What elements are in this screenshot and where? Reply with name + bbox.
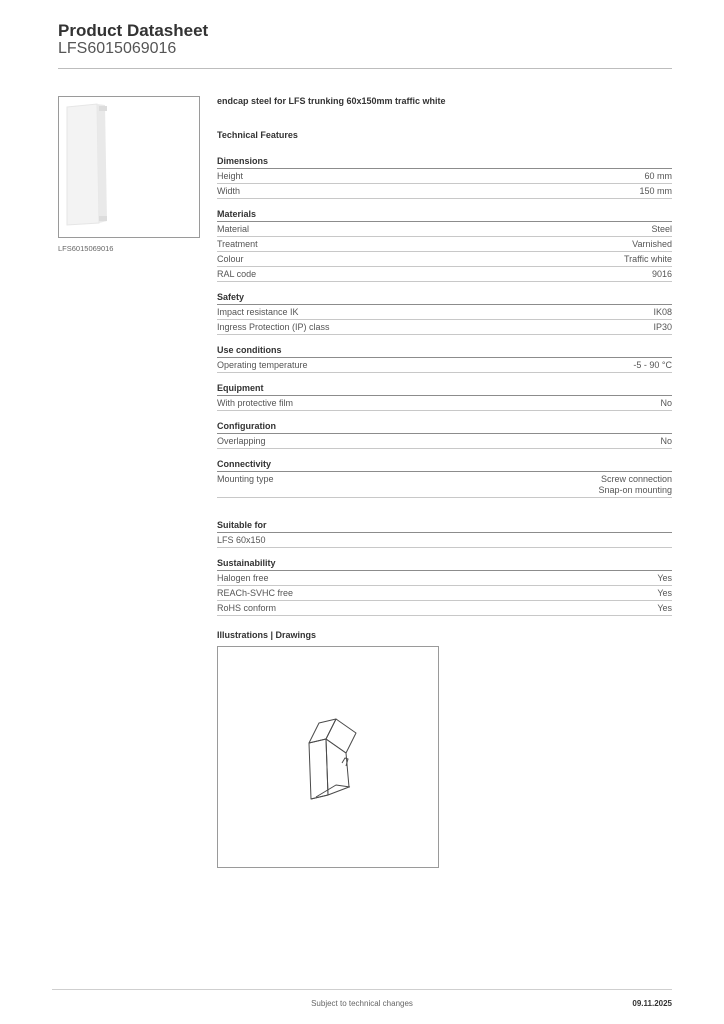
spec-row xyxy=(217,571,672,586)
product-image-caption: LFS6015069016 xyxy=(58,244,114,253)
drawing-frame xyxy=(217,646,439,868)
spec-value-line: 9016 xyxy=(651,269,672,279)
spec-row xyxy=(217,252,672,267)
technical-features-heading: Technical Features xyxy=(217,130,298,140)
section-heading: Equipment xyxy=(217,383,672,396)
spec-value xyxy=(632,239,672,250)
spec-label: Overlapping xyxy=(217,436,266,446)
spec-value xyxy=(660,436,672,447)
spec-label: Treatment xyxy=(217,239,258,249)
spec-value xyxy=(651,224,672,235)
spec-value xyxy=(657,573,672,584)
spec-row xyxy=(217,533,672,548)
spec-value-line: Varnished xyxy=(632,239,672,249)
spec-row xyxy=(217,169,672,184)
section-heading: Use conditions xyxy=(217,345,672,358)
spec-label: Mounting type xyxy=(217,474,274,484)
spec-value xyxy=(644,171,672,182)
spec-row xyxy=(217,305,672,320)
product-name: endcap steel for LFS trunking 60x150mm traffic white xyxy=(217,96,446,106)
spec-value-line: Yes xyxy=(657,603,672,613)
section-spacer xyxy=(217,508,672,520)
spec-label: Impact resistance IK xyxy=(217,307,299,317)
spec-row xyxy=(217,320,672,335)
spec-section xyxy=(217,383,672,411)
spec-label: Ingress Protection (IP) class xyxy=(217,322,330,332)
spec-value-line: 60 mm xyxy=(644,171,672,181)
spec-value xyxy=(633,360,672,371)
spec-row xyxy=(217,472,672,498)
spec-value xyxy=(598,474,672,496)
spec-label: Width xyxy=(217,186,241,196)
spec-label: Height xyxy=(217,171,244,181)
spec-section xyxy=(217,209,672,282)
spec-section xyxy=(217,558,672,616)
spec-label: Halogen free xyxy=(217,573,269,583)
spec-value xyxy=(653,322,672,333)
spec-value-line: Snap-on mounting xyxy=(598,485,672,495)
spec-row xyxy=(217,396,672,411)
header-divider xyxy=(58,68,672,69)
endcap-drawing-icon xyxy=(218,647,438,867)
spec-label: RoHS conform xyxy=(217,603,277,613)
spec-row xyxy=(217,586,672,601)
spec-section xyxy=(217,520,672,548)
spec-section xyxy=(217,421,672,449)
spec-value-line: Screw connection xyxy=(600,474,672,484)
section-heading: Dimensions xyxy=(217,156,672,169)
spec-value xyxy=(639,186,672,197)
spec-value xyxy=(657,588,672,599)
section-heading: Suitable for xyxy=(217,520,672,533)
endcap-photo-icon xyxy=(59,97,199,237)
spec-section xyxy=(217,345,672,373)
spec-label: With protective film xyxy=(217,398,294,408)
spec-sections xyxy=(217,156,672,616)
spec-value xyxy=(652,269,672,280)
spec-value-line: No xyxy=(660,398,672,408)
main-content xyxy=(217,96,672,868)
spec-row xyxy=(217,601,672,616)
spec-row xyxy=(217,184,672,199)
spec-row xyxy=(217,434,672,449)
spec-value xyxy=(657,603,672,614)
spec-value-line: -5 - 90 °C xyxy=(633,360,672,370)
spec-section xyxy=(217,459,672,498)
product-image xyxy=(58,96,200,238)
spec-section xyxy=(217,292,672,335)
spec-label: RAL code xyxy=(217,269,257,279)
illustrations-heading: Illustrations | Drawings xyxy=(217,630,317,640)
section-heading: Materials xyxy=(217,209,672,222)
spec-section xyxy=(217,156,672,199)
spec-value xyxy=(660,398,672,409)
section-heading: Sustainability xyxy=(217,558,672,571)
spec-label: Colour xyxy=(217,254,244,264)
spec-value-line: IK08 xyxy=(653,307,672,317)
spec-value xyxy=(653,307,672,318)
spec-value-line: 150 mm xyxy=(639,186,672,196)
footer-date: 09.11.2025 xyxy=(632,999,672,1008)
spec-value-line: Yes xyxy=(657,573,672,583)
spec-value xyxy=(624,254,672,265)
spec-value-line: Yes xyxy=(657,588,672,598)
spec-label: Operating temperature xyxy=(217,360,308,370)
spec-value-line: Steel xyxy=(651,224,672,234)
footer-note: Subject to technical changes xyxy=(311,999,413,1008)
spec-label: REACh-SVHC free xyxy=(217,588,294,598)
spec-value-line: Traffic white xyxy=(623,254,672,264)
article-number: LFS6015069016 xyxy=(58,40,177,57)
section-heading: Configuration xyxy=(217,421,672,434)
spec-value-line: No xyxy=(660,436,672,446)
spec-row xyxy=(217,237,672,252)
section-heading: Safety xyxy=(217,292,672,305)
spec-label: Material xyxy=(217,224,250,234)
section-heading: Connectivity xyxy=(217,459,672,472)
spec-row xyxy=(217,267,672,282)
spec-label: LFS 60x150 xyxy=(217,535,266,545)
page-title: Product Datasheet xyxy=(58,21,209,40)
spec-row xyxy=(217,222,672,237)
spec-row xyxy=(217,358,672,373)
footer-divider xyxy=(52,989,672,990)
spec-value-line: IP30 xyxy=(653,322,672,332)
